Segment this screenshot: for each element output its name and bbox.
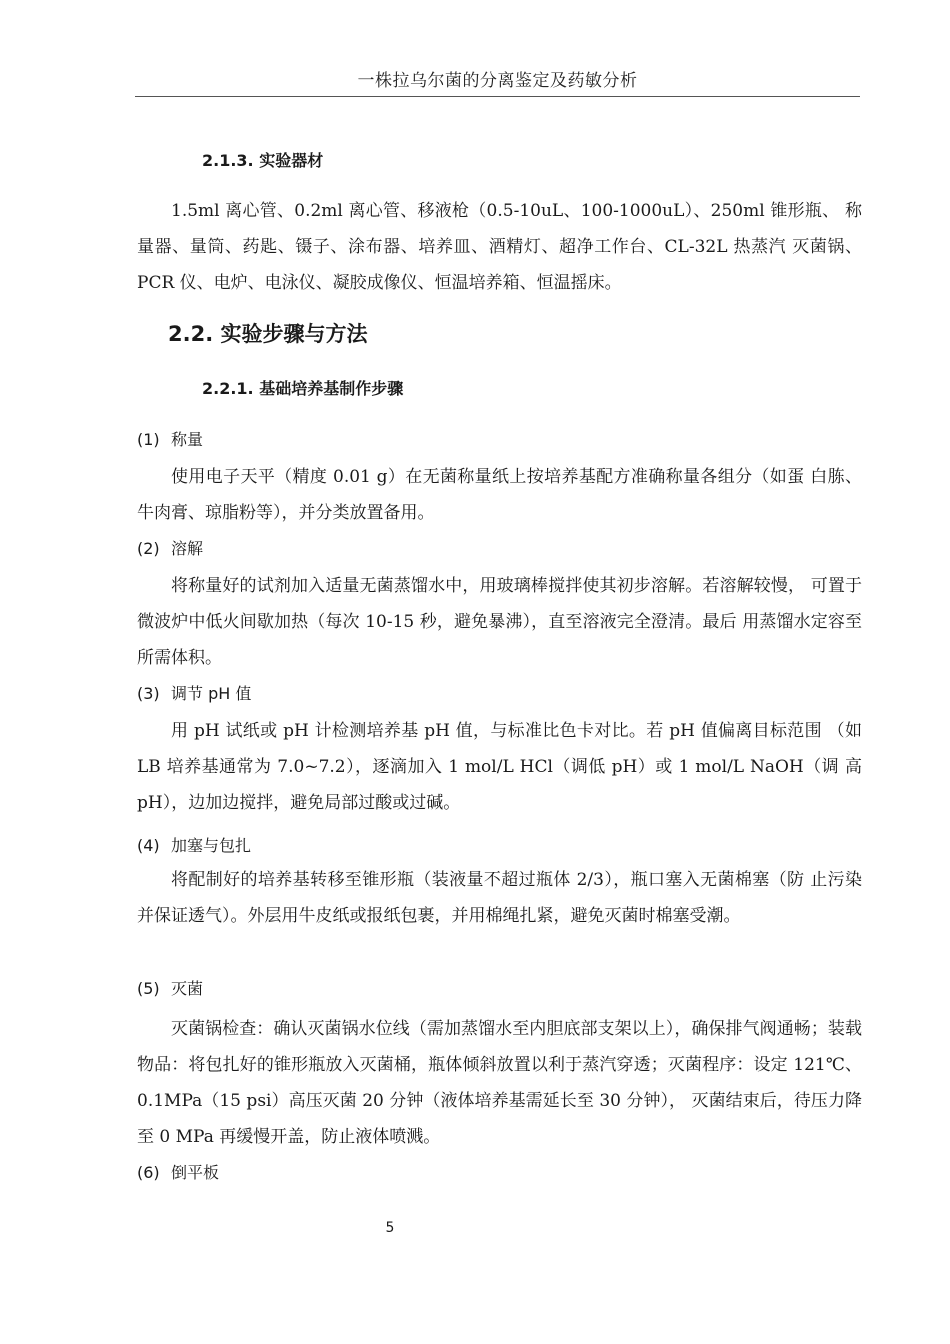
step-4-title — [137, 833, 862, 856]
running-header: 一株拉乌尔菌的分离鉴定及药敏分析 — [357, 71, 638, 91]
step-title: 溶解 — [171, 539, 204, 558]
step-4-body: 将配制好的培养基转移至锥形瓶（装液量不超过瓶体 2/3），瓶口塞入无菌棉塞（防 止污染并保证透气）。外层用牛皮纸或报纸包裹，并用棉绳扎紧，避免灭菌时棉塞受潮。 — [137, 870, 862, 926]
step-number: (1) — [137, 430, 160, 449]
step-3-body: 用 pH 试纸或 pH 计检测培养基 pH 值，与标准比色卡对比。若 pH 值偏离目标范围 （如 LB 培养基通常为 7.0~7.2），逐滴加入 1 mol/L HCl（调低 pH）或 1 mol/L NaOH（调 高 pH），边加边搅拌，避免局部过酸或过碱。 — [137, 721, 862, 813]
step-title: 灭菌 — [171, 979, 204, 998]
step-3-title — [137, 681, 862, 704]
step-1-body: 使用电子天平（精度 0.01 g）在无菌称量纸上按培养基配方准确称量各组分（如蛋 白胨、牛肉膏、琼脂粉等），并分类放置备用。 — [137, 467, 862, 523]
step-title: 加塞与包扎 — [171, 836, 252, 855]
step-1-title — [137, 427, 862, 450]
step-2-title — [137, 536, 862, 559]
step-number: (5) — [137, 979, 160, 998]
step-5-title — [137, 976, 862, 999]
step-number: (2) — [137, 539, 160, 558]
step-2-body: 将称量好的试剂加入适量无菌蒸馏水中，用玻璃棒搅拌使其初步溶解。若溶解较慢， 可置于微波炉中低火间歇加热（每次 10-15 秒，避免暴沸），直至溶液完全澄清。最后 用蒸馏水定容至所需体积。 — [137, 576, 862, 668]
step-title: 调节 pH 值 — [171, 684, 252, 703]
step-number: (3) — [137, 684, 160, 703]
step-number: (4) — [137, 836, 160, 855]
heading-2-2: 2.2. 实验步骤与方法 — [168, 322, 368, 346]
step-number: (6) — [137, 1163, 160, 1182]
step-title: 倒平板 — [171, 1163, 220, 1182]
step-5-body: 灭菌锅检查：确认灭菌锅水位线（需加蒸馏水至内胆底部支架以上），确保排气阀通畅；装载物品：将包扎好的锥形瓶放入灭菌桶，瓶体倾斜放置以利于蒸汽穿透；灭菌程序：设定 121℃、0.1MPa（15 psi）高压灭菌 20 分钟（液体培养基需延长至 30 分钟）， 灭菌结束后，待压力降至 0 MPa 再缓慢开盖，防止液体喷溅。 — [137, 1019, 862, 1147]
step-title: 称量 — [171, 430, 204, 449]
page-number: 5 — [385, 1220, 395, 1236]
equipment-paragraph: 1.5ml 离心管、0.2ml 离心管、移液枪（0.5-10uL、100-1000uL）、250ml 锥形瓶、 称量器、量筒、药匙、镊子、涂布器、培养皿、酒精灯、超净工作台、CL-32L 热蒸汽 灭菌锅、PCR 仪、电炉、电泳仪、凝胶成像仪、恒温培养箱、恒温摇床。 — [137, 201, 862, 293]
header-rule — [135, 96, 860, 97]
heading-2-2-1: 2.2.1. 基础培养基制作步骤 — [202, 379, 404, 398]
heading-2-1-3: 2.1.3. 实验器材 — [202, 151, 324, 170]
step-6-title — [137, 1160, 862, 1183]
